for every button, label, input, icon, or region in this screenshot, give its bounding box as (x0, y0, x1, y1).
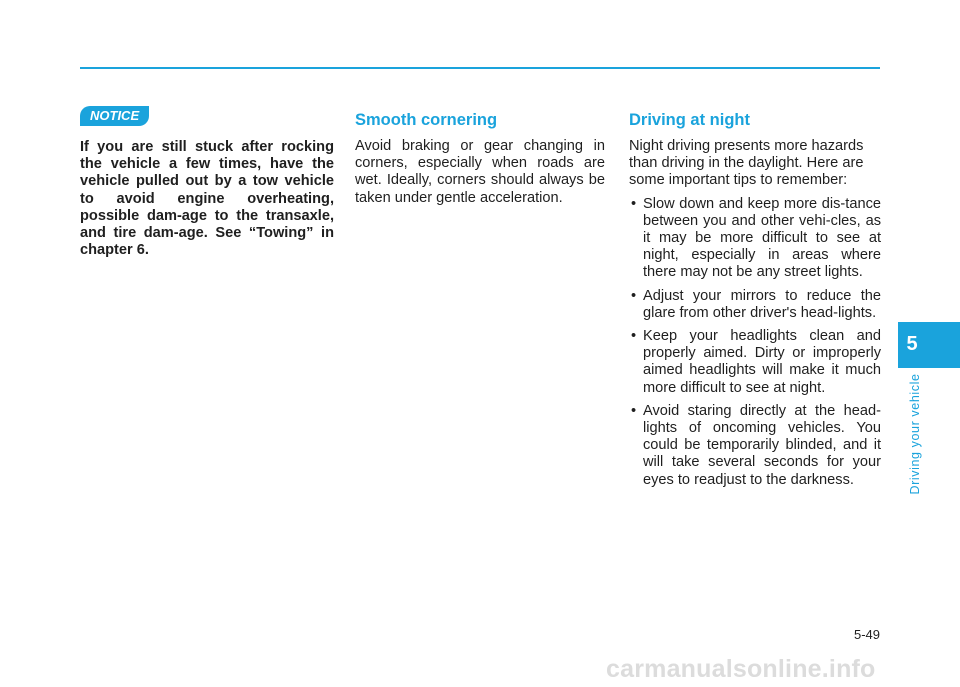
notice-badge: NOTICE (80, 106, 149, 126)
page-number: 5-49 (853, 627, 880, 642)
list-item: • Slow down and keep more dis-tance between you and other vehi-cles, as it may be more difficult to see at night, especially in areas where there may not be any street lights. (629, 196, 881, 282)
chapter-label: Driving your vehicle (908, 373, 922, 495)
top-rule (80, 67, 880, 69)
smooth-cornering-section (355, 106, 605, 207)
smooth-cornering-heading: Smooth cornering (355, 111, 498, 129)
list-item: • Avoid staring directly at the head-lights of oncoming vehicles. You could be temporarily blinded, and it will take several seconds for your eyes to readjust to the darkness. (629, 403, 881, 489)
list-item: • Adjust your mirrors to reduce the glare from other driver's head-lights. (629, 288, 881, 322)
chapter-number: 5 (906, 333, 918, 355)
notice-column (80, 106, 334, 259)
list-item: • Keep your headlights clean and properly aimed. Dirty or improperly aimed headlights will make it much more difficult to see at night. (629, 328, 881, 397)
notice-text: If you are still stuck after rocking the vehicle a few times, have the vehicle pulled out by a tow vehicle to avoid engine overheating, possible dam-age to the transaxle, and tire dam-age. See “Towing” in chapter 6. (80, 139, 334, 259)
night-tips-list (629, 196, 881, 489)
driving-at-night-section (629, 106, 881, 495)
driving-at-night-heading: Driving at night (629, 111, 750, 129)
watermark: carmanualsonline.info (606, 655, 876, 683)
chapter-tab (898, 322, 960, 368)
smooth-cornering-text: Avoid braking or gear changing in corners, especially when roads are wet. Ideally, corners should always be taken under gentle acceleration. (355, 138, 605, 206)
driving-at-night-intro: Night driving presents more hazards than driving in the daylight. Here are some important tips to remember: (629, 138, 864, 189)
